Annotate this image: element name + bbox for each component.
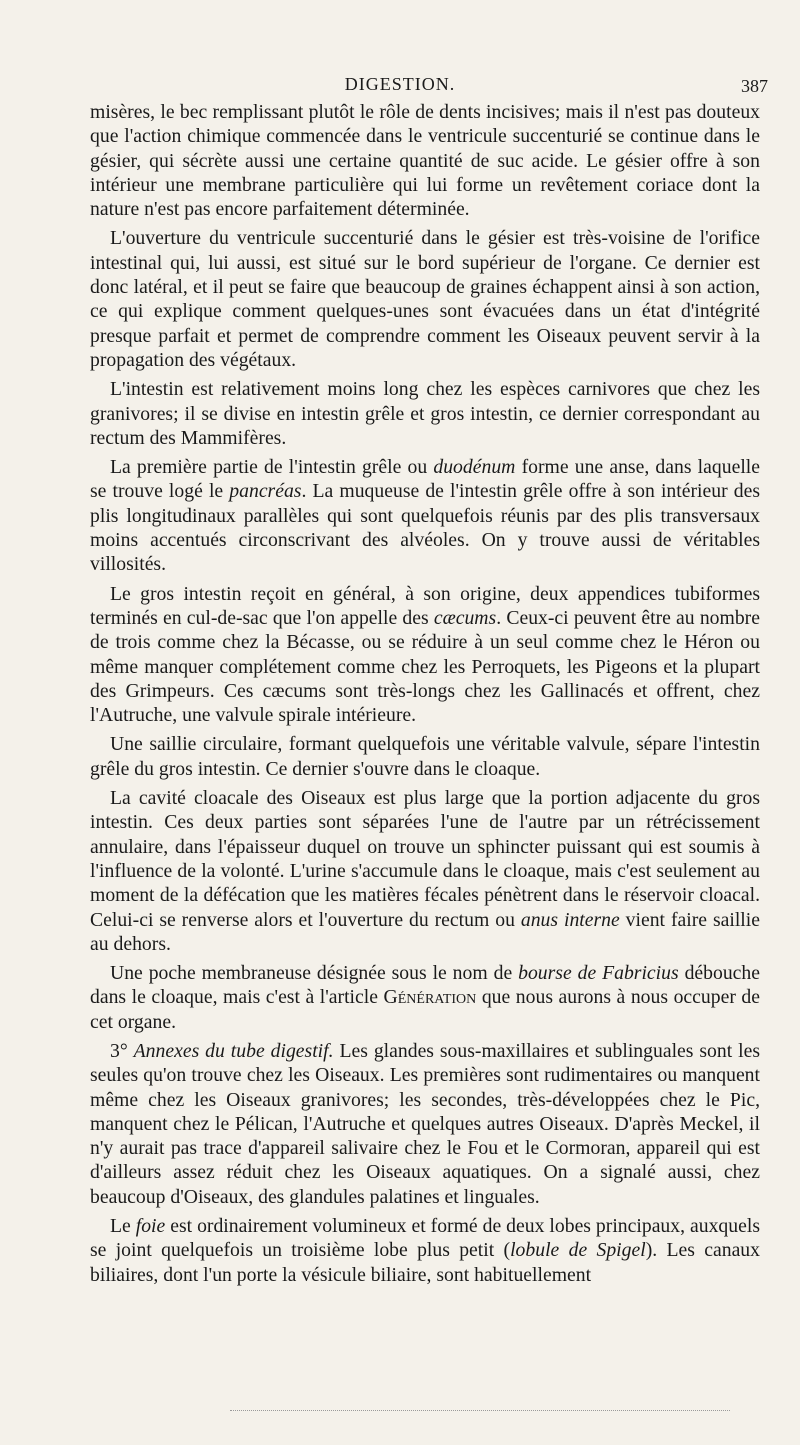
paragraph [90, 455, 760, 576]
page-number: 387 [741, 76, 768, 96]
paragraph [90, 961, 760, 1034]
section-heading: Annexes du tube digestif. [133, 1039, 334, 1062]
small-caps-reference: Génération [383, 986, 477, 1009]
italic-term: anus interne [520, 908, 620, 931]
paragraph [90, 1214, 760, 1287]
paragraph [90, 377, 760, 450]
paragraph [90, 786, 760, 956]
paragraph [90, 732, 760, 781]
bottom-bleed-through-line [230, 1410, 730, 1411]
text-run: Le gros intestin reçoit en général, à son origine, deux appendices tubiformes terminés en cul-de-sac que l'on appelle des [90, 582, 760, 629]
paragraph [90, 1039, 760, 1209]
text-run: La cavité cloacale des Oiseaux est plus large que la portion adjacente du gros intestin. Ces deux parties sont séparées l'une de l'autre par un rétrécissement annulaire, dans l'épaisseur duquel on trouve un sphincter puissant qui est soumis à l'influence de la volonté. L'urine s'accumule dans le cloaque, mais c'est seulement au moment de la défécation que les matières fécales pénètrent dans le réservoir cloacal. Celui-ci se renverse alors et l'ouverture du rectum ou [90, 787, 760, 931]
text-run: L'ouverture du ventricule succenturié dans le gésier est très-voisine de l'orifice intestinal qui, lui aussi, est situé sur le bord supérieur de l'organe. Ce dernier est donc latéral, et il peut se faire que beaucoup de graines échappent ainsi à son action, ce qui explique comment quelques-unes sont évacuées dans un état d'intégrité presque parfait et permet de comprendre comment les Oiseaux peuvent servir à la propagation des végétaux. [90, 227, 760, 371]
text-run: forme une anse, dans laquelle se trouve logé le [90, 456, 760, 503]
text-run: Une saillie circulaire, formant quelquefois une véritable valvule, sépare l'intestin grêle du gros intestin. Ce dernier s'ouvre dans le cloaque. [90, 733, 760, 780]
paragraph [90, 226, 760, 372]
italic-term: bourse de Fabricius [518, 962, 679, 985]
text-run: L'intestin est relativement moins long chez les espèces carnivores que chez les granivores; il se divise en intestin grêle et gros intestin, ce dernier correspondant au rectum des Mammifères. [90, 378, 760, 449]
text-run: Les glandes sous-maxillaires et sublinguales sont les seules qu'on trouve chez les Oiseaux. Les premières sont rudimentaires ou manquent même chez les Oiseaux granivores; les secondes, très-développées chez le Pic, manquent chez le Pélican, l'Autruche et quelques autres Oiseaux. D'après Meckel, il n'y aurait pas trace d'appareil salivaire chez le Fou et le Cormoran, appareil qui est d'ailleurs assez réduit chez les Oiseaux aquatiques. On a signalé aussi, chez beaucoup d'Oiseaux, des glandules palatines et linguales. [90, 1039, 760, 1208]
text-run: que nous aurons à nous occuper de cet organe. [90, 986, 760, 1033]
text-run: La première partie de l'intestin grêle ou [110, 456, 434, 479]
paragraph [90, 100, 760, 221]
body-text [90, 100, 760, 1292]
italic-term: foie [135, 1215, 166, 1238]
running-head [0, 74, 800, 102]
text-run: . Ceux-ci peuvent être au nombre de trois comme chez la Bécasse, ou se réduire à un seul comme chez le Héron ou même manquer complétement comme chez les Perroquets, les Pigeons et la plupart des Grimpeurs. Ces cæcums sont très-longs chez les Gallinacés et offrent, chez l'Autruche, une valvule spirale intérieure. [90, 606, 760, 727]
text-run: Le [110, 1215, 136, 1238]
text-run: . La muqueuse de l'intestin grêle offre à son intérieur des plis longitudinaux parallèles qui sont quelquefois réunis par des plis transversaux moins accentués circonscrivant des alvéoles. On y trouve aussi de véritables villosités. [90, 480, 760, 576]
text-run: ). Les canaux biliaires, dont l'un porte la vésicule biliaire, sont habituellement [90, 1239, 760, 1286]
italic-term: lobule de Spigel [510, 1239, 646, 1262]
text-run: misères, le bec remplissant plutôt le rôle de dents incisives; mais il n'est pas douteux que l'action chimique commencée dans le ventricule succenturié se continue dans le gésier, qui sécrète aussi une certaine quantité de suc acide. Le gésier offre à son intérieur une membrane particulière qui lui forme un revêtement coriace dont la nature n'est pas encore parfaitement déterminée. [90, 101, 760, 221]
text-run: vient faire saillie au dehors. [90, 908, 760, 955]
text-run: Une poche membraneuse désignée sous le nom de [110, 962, 519, 985]
section-number: 3° [110, 1039, 134, 1062]
italic-term: duodénum [433, 456, 516, 479]
text-run: est ordinairement volumineux et formé de deux lobes principaux, auxquels se joint quelquefois un troisième lobe plus petit ( [90, 1215, 760, 1262]
italic-term: cæcums [433, 606, 497, 629]
italic-term: pancréas [229, 480, 302, 503]
running-title: DIGESTION. [344, 74, 456, 94]
paragraph [90, 582, 760, 728]
text-run: débouche dans le cloaque, mais c'est à l'article [90, 962, 760, 1009]
